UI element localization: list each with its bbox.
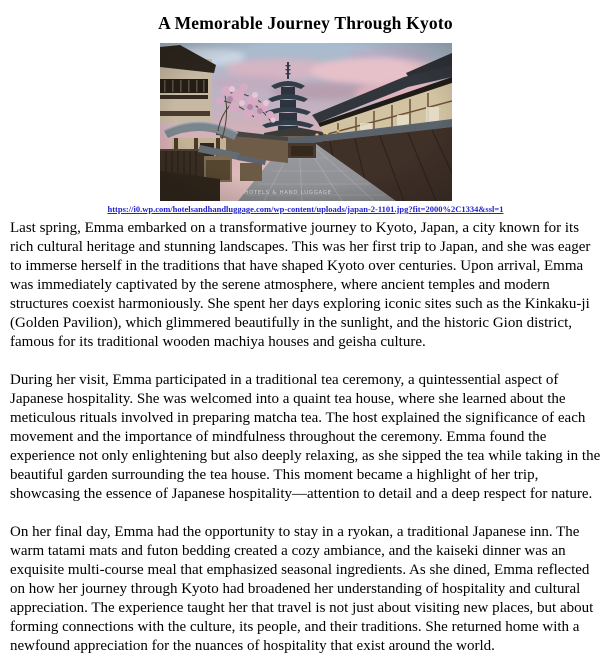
- image-source-link[interactable]: https://i0.wp.com/hotelsandhandluggage.com/wp-content/uploads/japan-2-1101.jpg?fit=2000%2C1334&ssl=1: [107, 204, 504, 214]
- paragraph-3: On her final day, Emma had the opportunity to stay in a ryokan, a traditional Japanese inn. The warm tatami mats and futon bedding created a cozy ambiance, and the kaiseki dinner was an exquisite multi-course meal that emphasized seasonal ingredients. As she dined, Emma reflected on how her journey through Kyoto had broadened her understanding of hospitality and cultural appreciation. The experience taught her that travel is not just about visiting new places, but about forming connections with the culture, its people, and their traditions. She returned home with a newfound appreciation for the nuances of hospitality that exist around the world.: [10, 524, 594, 654]
- page-title: A Memorable Journey Through Kyoto: [158, 13, 453, 33]
- kyoto-photo: [160, 43, 452, 201]
- image-caption: [10, 202, 601, 215]
- kyoto-photo-illustration: [160, 43, 452, 201]
- paragraph-1: Last spring, Emma embarked on a transformative journey to Kyoto, Japan, a city known for its rich cultural heritage and stunning landscapes. This was her first trip to Japan, and she was eager to immerse herself in the traditions that have shaped Kyoto over centuries. Upon arrival, Emma was immediately captivated by the serene atmosphere, where ancient temples and modern structures coexist harmoniously. She spent her days exploring iconic sites such as the Kinkaku-ji (Golden Pavilion), which glimmered beautifully in the sunlight, and the historic Gion district, famous for its traditional wooden machiya houses and geisha culture.: [10, 220, 591, 350]
- kyoto-photo-figure: [10, 43, 601, 215]
- photo-watermark: HOTELS & HAND LUGGAGE: [243, 190, 332, 196]
- paragraph-2: During her visit, Emma participated in a traditional tea ceremony, a quintessential aspect of Japanese hospitality. She was welcomed into a quaint tea house, where she learned about the meticulous rituals involved in preparing matcha tea. The host explained the significance of each movement and the importance of mindfulness throughout the ceremony. Emma found the experience not only enlightening but also deeply relaxing, as she sipped the tea while taking in the beautiful garden surrounding the tea house. This moment became a highlight of her trip, showcasing the essence of Japanese hospitality—attention to detail and a deep respect for nature.: [10, 372, 601, 502]
- article-body: [10, 219, 601, 656]
- vignette: [160, 43, 452, 201]
